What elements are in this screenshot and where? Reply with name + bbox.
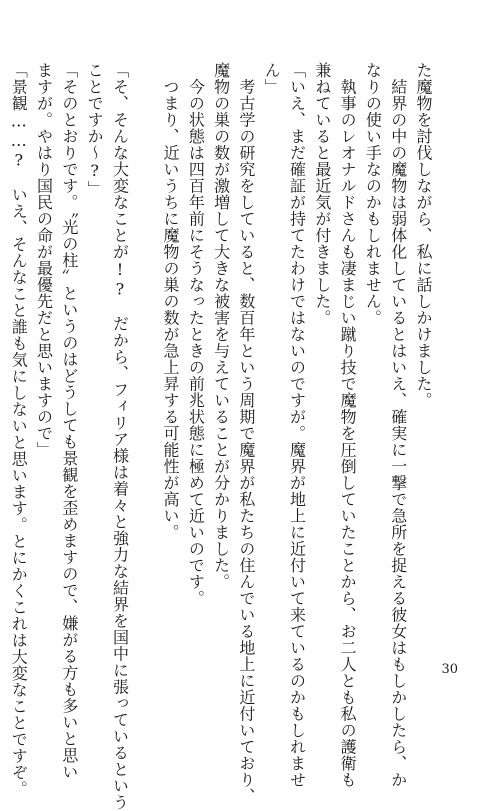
text-line: つまり、近いうちに魔物の巣の数が急上昇する可能性が高い。: [161, 62, 181, 541]
text-line: 「いえ、まだ確証が持てたわけではないのですが。魔界が地上に近付いて来ているのかもしれませ: [287, 62, 307, 788]
text-line: 今の状態は四百年前にそうなったときの前兆状態に極めて近いのです。: [186, 62, 206, 607]
text-line: ますが。やはり国民の命が最優先だと思いますので」: [34, 62, 54, 458]
text-line: 兼ねていると最近気が付きました。: [312, 62, 332, 326]
text-line: 考古学の研究をしていると、数百年という周期で魔界が私たちの住んでいる地上に近付いており、: [236, 62, 256, 805]
text-line: なりの使い手なのかもしれません。: [363, 62, 383, 326]
blank-line: [132, 62, 157, 622]
text-line: 執事のレオナルドさんも凄まじい蹴り技で魔物を圧倒していたことから、お二人とも私の護衛も: [338, 62, 358, 788]
text-line: 「景観……? いえ、そんなこと誰も気にしないと思います。とにかくこれは大変なことですぞ。: [9, 62, 29, 797]
text-line: ことですか～?」: [85, 62, 105, 197]
text-line: 魔物の巣の数が激増して大きな被害を与えていることが分かりました。: [211, 62, 231, 590]
text-line: ん」: [262, 62, 282, 95]
vertical-text-body: [9, 62, 436, 811]
text-line: た魔物を討伐しながら、私に話しかけました。: [414, 62, 433, 409]
text-line: 「そのとおりです。〝光の柱〟というのはどうしても景観を歪めますので、嫌がる方も多いと思い: [59, 62, 79, 780]
text-line: 「そ、そんな大変なことが!? だから、フィリア様は着々と強力な結界を国中に張っているという: [110, 62, 130, 811]
text-line: 結界の中の魔物は弱体化しているとはいえ、確実に一撃で急所を捉える彼女はもしかしたら、か: [388, 62, 408, 788]
page-number: 30: [441, 662, 458, 677]
